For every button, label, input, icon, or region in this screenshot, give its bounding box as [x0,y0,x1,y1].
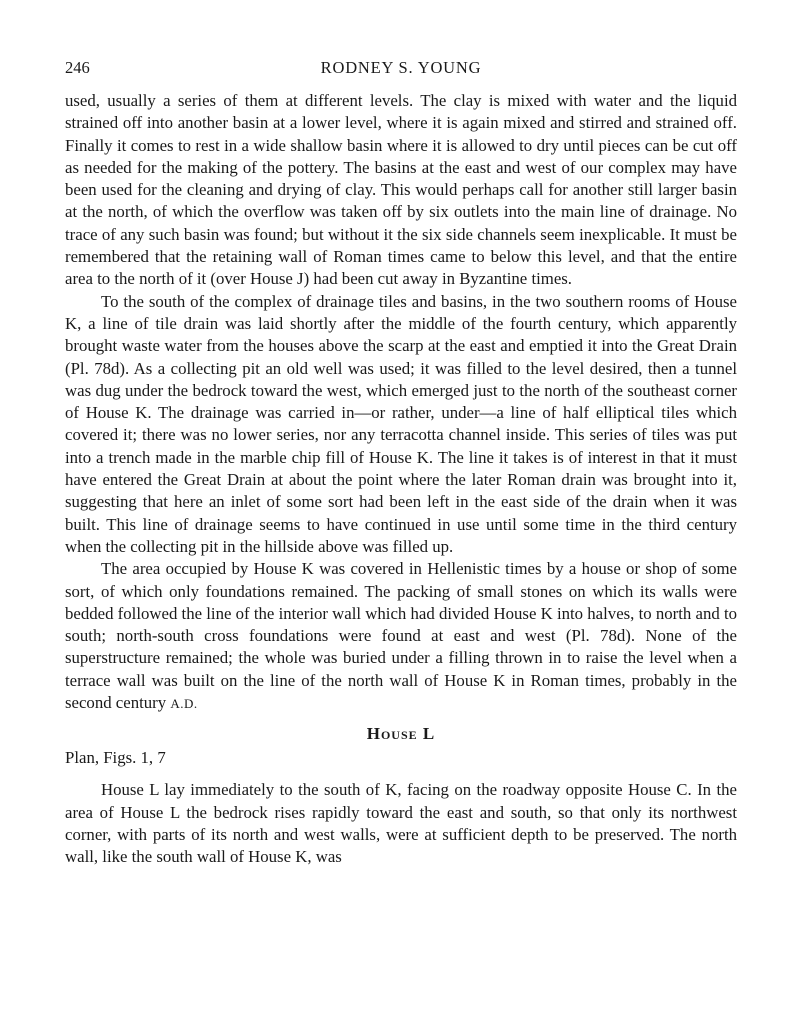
paragraph-clay-basins: used, usually a series of them at different levels. The clay is mixed with water and the liquid strained off into another basin at a lower level, where it is again mixed and stirred and strained off. Finally it comes to rest in a wide shallow basin where it is allowed to dry until pieces can be cut off as needed for the making of the pottery. The basins at the east and west of our complex may have been used for the cleaning and drying of clay. This would perhaps call for another still larger basin at the north, of which the overflow was taken off by six outlets into the main line of drainage. No trace of any such basin was found; but without it the six side channels seem inexplicable. It must be remembered that the retaining wall of Roman times came to below this level, and that the entire area to the north of it (over House J) had been cut away in Byzantine times. [65,91,737,289]
paragraph-hellenistic-house-text: The area occupied by House K was covered in Hellenistic times by a house or shop of some sort, of which only foundations remained. The packing of small stones on which its walls were bedded followed the line of the interior wall which had divided House K into halves, to north and to south; north-south cross foundations were found at east and west (Pl. 78d). None of the superstructure remained; the whole was buried under a filling thrown in to raise the level when a terrace wall was built on the line of the north wall of House K in Roman times, probably in the second century [65,559,737,713]
running-head: RODNEY S. YOUNG [320,58,482,77]
page-number: 246 [65,58,90,77]
section-heading [65,723,737,745]
paragraph-house-l: House L lay immediately to the south of K, facing on the roadway opposite House C. In the area of House L the bedrock rises rapidly toward the east and south, so that only its northwest corner, with parts of its north and west walls, were at sufficient depth to be preserved. The north wall, like the south wall of House K, was [65,780,737,867]
section-heading-text: House L [366,724,436,744]
paragraph-hellenistic-house [65,558,737,715]
page-header [65,58,737,80]
plan-reference: Plan, Figs. 1, 7 [65,748,166,768]
era-abbreviation: A.D. [170,696,198,712]
page-content [65,58,737,869]
paragraph-tile-drain: To the south of the complex of drainage tiles and basins, in the two southern rooms of House K, a line of tile drain was laid shortly after the middle of the fourth century, which apparently brought waste water from the houses above the scarp at the east and emptied it into the Great Drain (Pl. 78d). As a collecting pit an old well was used; it was filled to the level desired, then a tunnel was dug under the bedrock toward the west, which emerged just to the north of the southeast corner of House K. The drainage was carried in—or rather, under—a line of half elliptical tiles which covered it; there was no lower series, nor any terracotta channel inside. This series of tiles was put into a trench made in the marble chip fill of House K. The line it takes is of interest in that it must have entered the Great Drain at about the point where the later Roman drain was brought into it, suggesting that here an inlet of some sort had been left in the east side of the drain when it was built. This line of drainage seems to have continued in use until some time in the third century when the collecting pit in the hillside above was filled up. [65,291,737,556]
